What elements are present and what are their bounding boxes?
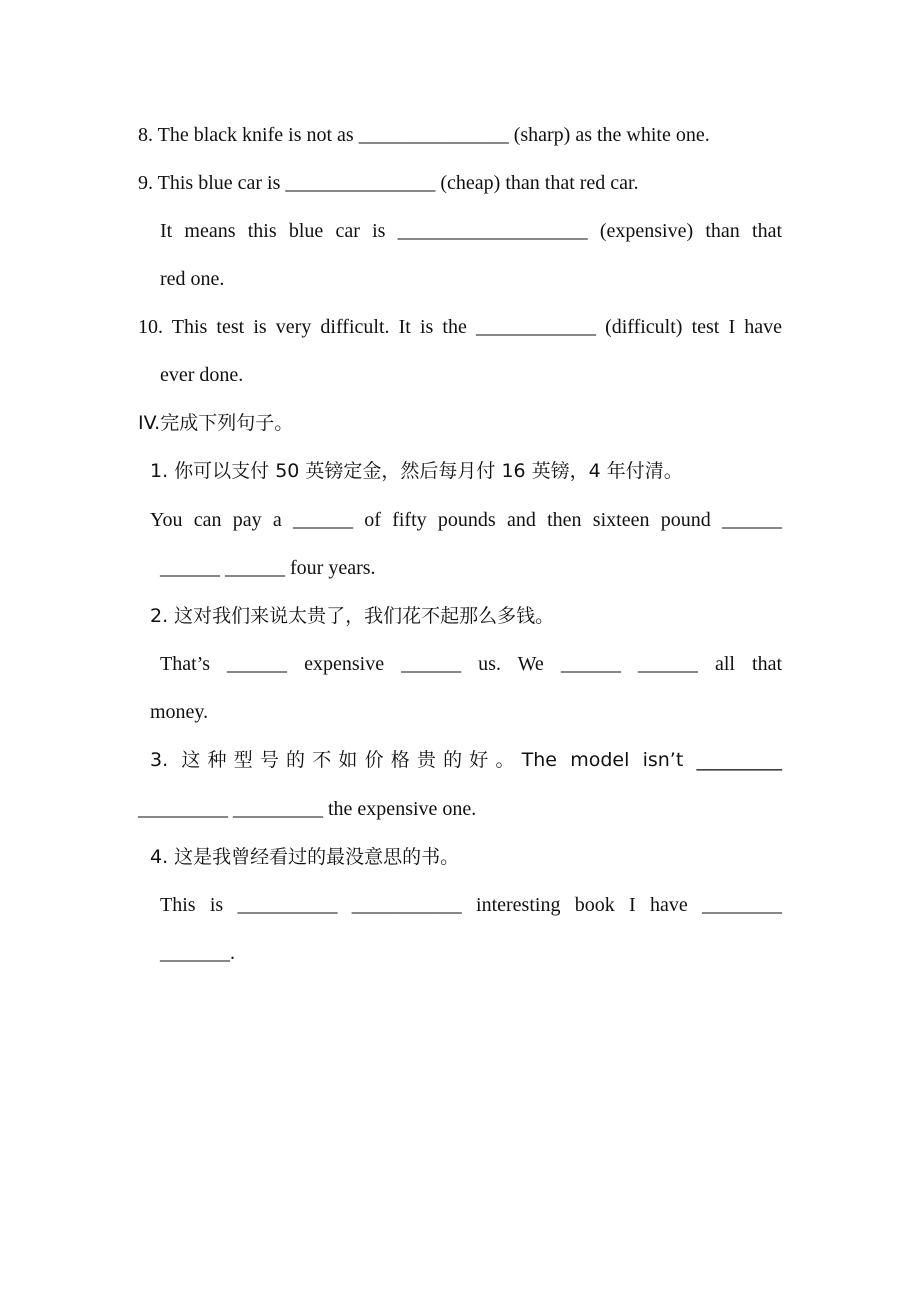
item-2-answer-line-1: That’s ______ expensive ______ us. We ______ ______ all that [160, 653, 782, 675]
item-3-answer-line-2: _________ _________ the expensive one. [138, 798, 477, 820]
item-4-prompt: 4. 这是我曾经看过的最没意思的书。 [150, 846, 460, 868]
item-1-prompt: 1. 你可以支付 50 英镑定金，然后每月付 16 英镑，4 年付清。 [150, 460, 683, 482]
item-2-prompt: 2. 这对我们来说太贵了，我们花不起那么多钱。 [150, 605, 555, 627]
question-10-line-1: 10. This test is very difficult. It is the ____________ (difficult) test I have [138, 316, 782, 338]
item-4-answer-line-1: This is __________ ___________ interesting book I have ________ [160, 894, 782, 916]
item-1-answer-line-1: You can pay a ______ of fifty pounds and then sixteen pound ______ [150, 509, 782, 531]
section-iv-heading: IV.完成下列句子。 [138, 412, 294, 434]
item-1-answer-line-2: ______ ______ four years. [160, 557, 376, 579]
question-9-line-3: red one. [160, 268, 225, 290]
question-9-line-1: 9. This blue car is _______________ (cheap) than that red car. [138, 172, 639, 194]
item-4-answer-line-2: _______. [160, 942, 235, 964]
item-2-answer-line-2: money. [150, 701, 209, 723]
question-8: 8. The black knife is not as _______________ (sharp) as the white one. [138, 124, 710, 146]
question-10-line-2: ever done. [160, 364, 244, 386]
question-9-line-2: It means this blue car is ___________________ (expensive) than that [160, 220, 782, 242]
item-3-prompt: 3. 这种型号的不如价格贵的好。The model isn’t _________ [150, 749, 782, 771]
